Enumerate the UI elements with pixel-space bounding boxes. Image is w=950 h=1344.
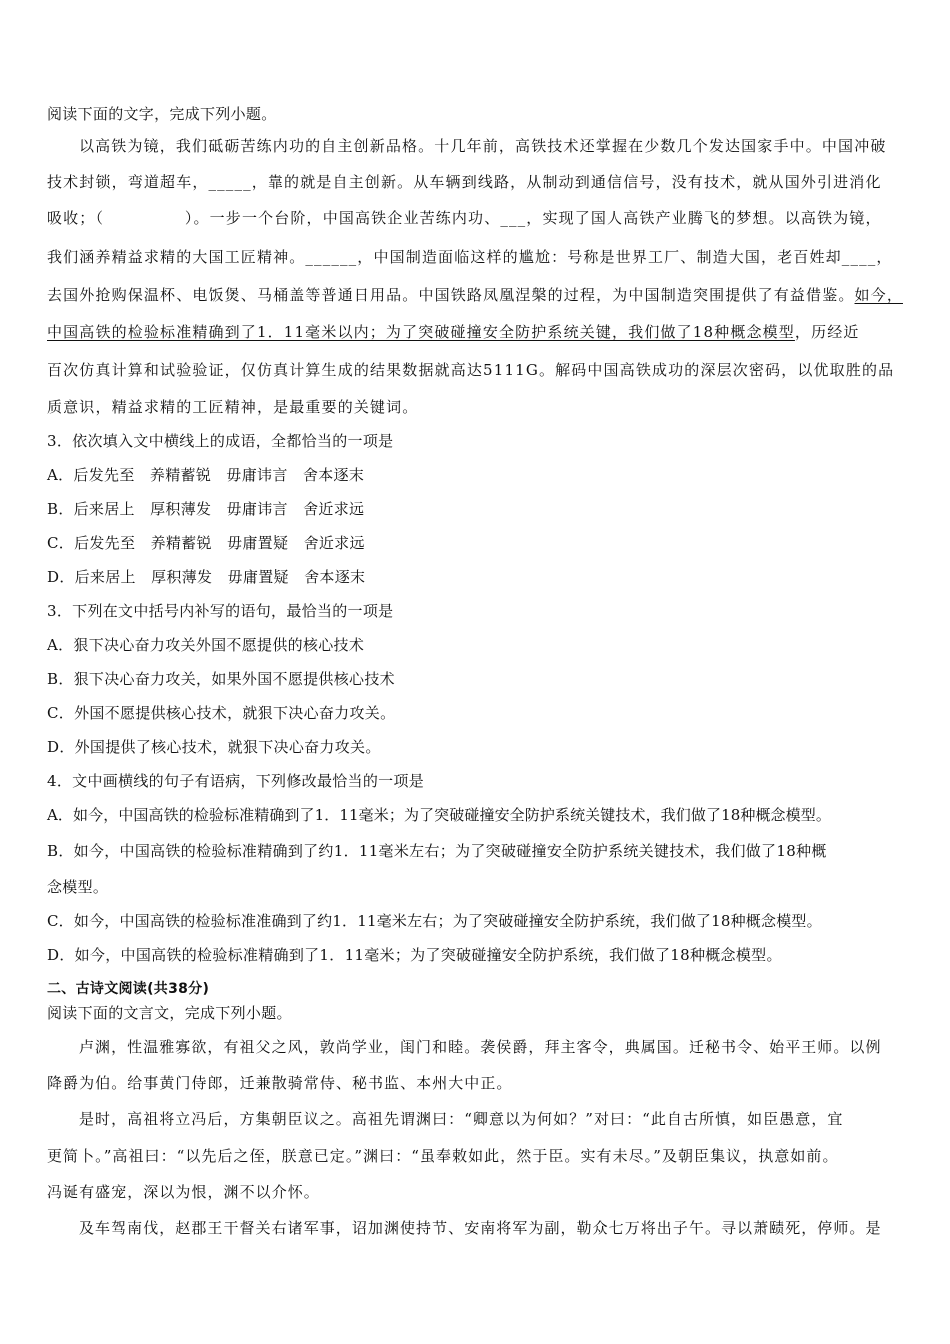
option-c: C．如今，中国高铁的检验标准准确到了约1．11毫米左右；为了突破碰撞安全防护系统，我们做了18种概念模型。 xyxy=(47,912,822,930)
option-c: C．后发先至 养精蓄锐 毋庸置疑 舍近求远 xyxy=(47,534,365,552)
section-heading: 二、古诗文阅读(共38分) xyxy=(47,981,210,997)
underlined-sentence-start: 如今， xyxy=(854,286,903,304)
passage-1-line: 吸收；（ ）。一步一个台阶，中国高铁企业苦练内功、___，实现了国人高铁产业腾飞的梦想。以高铁为镜， xyxy=(47,209,882,227)
option-a: A．狠下决心奋力攻关外国不愿提供的核心技术 xyxy=(47,636,365,654)
underlined-sentence: 中国高铁的检验标准精确到了1．11毫米以内；为了突破碰撞安全防护系统关键，我们做了18种概念模型 xyxy=(47,323,795,341)
passage-1-line: 质意识，精益求精的工匠精神，是最重要的关键词。 xyxy=(47,398,419,416)
option-c: C．外国不愿提供核心技术，就狠下决心奋力攻关。 xyxy=(47,704,396,722)
reading-instruction-2: 阅读下面的文言文，完成下列小题。 xyxy=(47,1004,292,1022)
question-3a: 3．依次填入文中横线上的成语，全都恰当的一项是 xyxy=(47,432,394,450)
passage-1-line: 百次仿真计算和试验验证，仅仿真计算生成的结果数据就高达5111G。解码中国高铁成功的深层次密码，以优取胜的品 xyxy=(47,361,895,379)
passage-2-line: 更简卜。”高祖曰：“以先后之侄，朕意已定。”渊曰：“虽奉敕如此，然于臣。实有未尽。”及朝臣集议，执意如前。 xyxy=(47,1147,839,1165)
passage-1-line: 以高铁为镜，我们砥砺苦练内功的自主创新品格。十几年前，高铁技术还掌握在少数几个发达国家手中。中国冲破 xyxy=(79,137,887,155)
passage-1-line: 去国外抢购保温杯、电饭煲、马桶盖等普通日用品。中国铁路凤凰涅槃的过程，为中国制造突围提供了有益借鉴。如今， xyxy=(47,286,903,304)
option-d: D．外国提供了核心技术，就狠下决心奋力攻关。 xyxy=(47,738,381,756)
option-b: B．狠下决心奋力攻关，如果外国不愿提供核心技术 xyxy=(47,670,395,688)
question-3b: 3．下列在文中括号内补写的语句，最恰当的一项是 xyxy=(47,602,394,620)
option-b: B．后来居上 厚积薄发 毋庸讳言 舍近求远 xyxy=(47,500,365,518)
passage-1-line: 技术封锁，弯道超车，_____，靠的就是自主创新。从车辆到线路，从制动到通信信号，没有技术，就从国外引进消化 xyxy=(47,173,882,191)
option-a: A．后发先至 养精蓄锐 毋庸讳言 舍本逐末 xyxy=(47,466,365,484)
passage-2-line: 及车驾南伐，赵郡王干督关右诸军事，诏加渊使持节、安南将军为副，勒众七万将出子午。寻以萧赜死，停师。是 xyxy=(79,1219,882,1237)
option-a: A．如今，中国高铁的检验标准精确到了1．11毫米；为了突破碰撞安全防护系统关键技术，我们做了18种概念模型。 xyxy=(47,806,831,824)
option-d: D．后来居上 厚积薄发 毋庸置疑 舍本逐末 xyxy=(47,568,366,586)
option-d: D．如今，中国高铁的检验标准精确到了1．11毫米；为了突破碰撞安全防护系统，我们做了18种概念模型。 xyxy=(47,946,782,964)
passage-2-line: 冯诞有盛宠，深以为恨，渊不以介怀。 xyxy=(47,1183,320,1201)
option-b: B．如今，中国高铁的检验标准精确到了约1．11毫米左右；为了突破碰撞安全防护系统关键技术，我们做了18种概 xyxy=(47,842,827,860)
passage-2-line: 卢渊，性温雅寡欲，有祖父之风，敦尚学业，闺门和睦。袭侯爵，拜主客令，典属国。迁秘书令、始平王师。以例 xyxy=(79,1038,882,1056)
passage-2-line: 降爵为伯。给事黄门侍郎，迁兼散骑常侍、秘书监、本州大中正。 xyxy=(47,1074,513,1092)
option-b-cont: 念模型。 xyxy=(47,878,109,896)
passage-2-line: 是时，高祖将立冯后，方集朝臣议之。高祖先谓渊曰：“卿意以为何如？”对曰：“此自古所慎，如臣愚意，宜 xyxy=(79,1110,844,1128)
passage-1-line: 我们涵养精益求精的大国工匠精神。______，中国制造面临这样的尴尬：号称是世界工厂、制造大国，老百姓却____， xyxy=(47,248,893,266)
passage-1-line: 中国高铁的检验标准精确到了1．11毫米以内；为了突破碰撞安全防护系统关键，我们做了18种概念模型，历经近 xyxy=(47,323,860,341)
question-4: 4．文中画横线的句子有语病，下列修改最恰当的一项是 xyxy=(47,772,425,790)
reading-instruction-1: 阅读下面的文字，完成下列小题。 xyxy=(47,105,277,123)
